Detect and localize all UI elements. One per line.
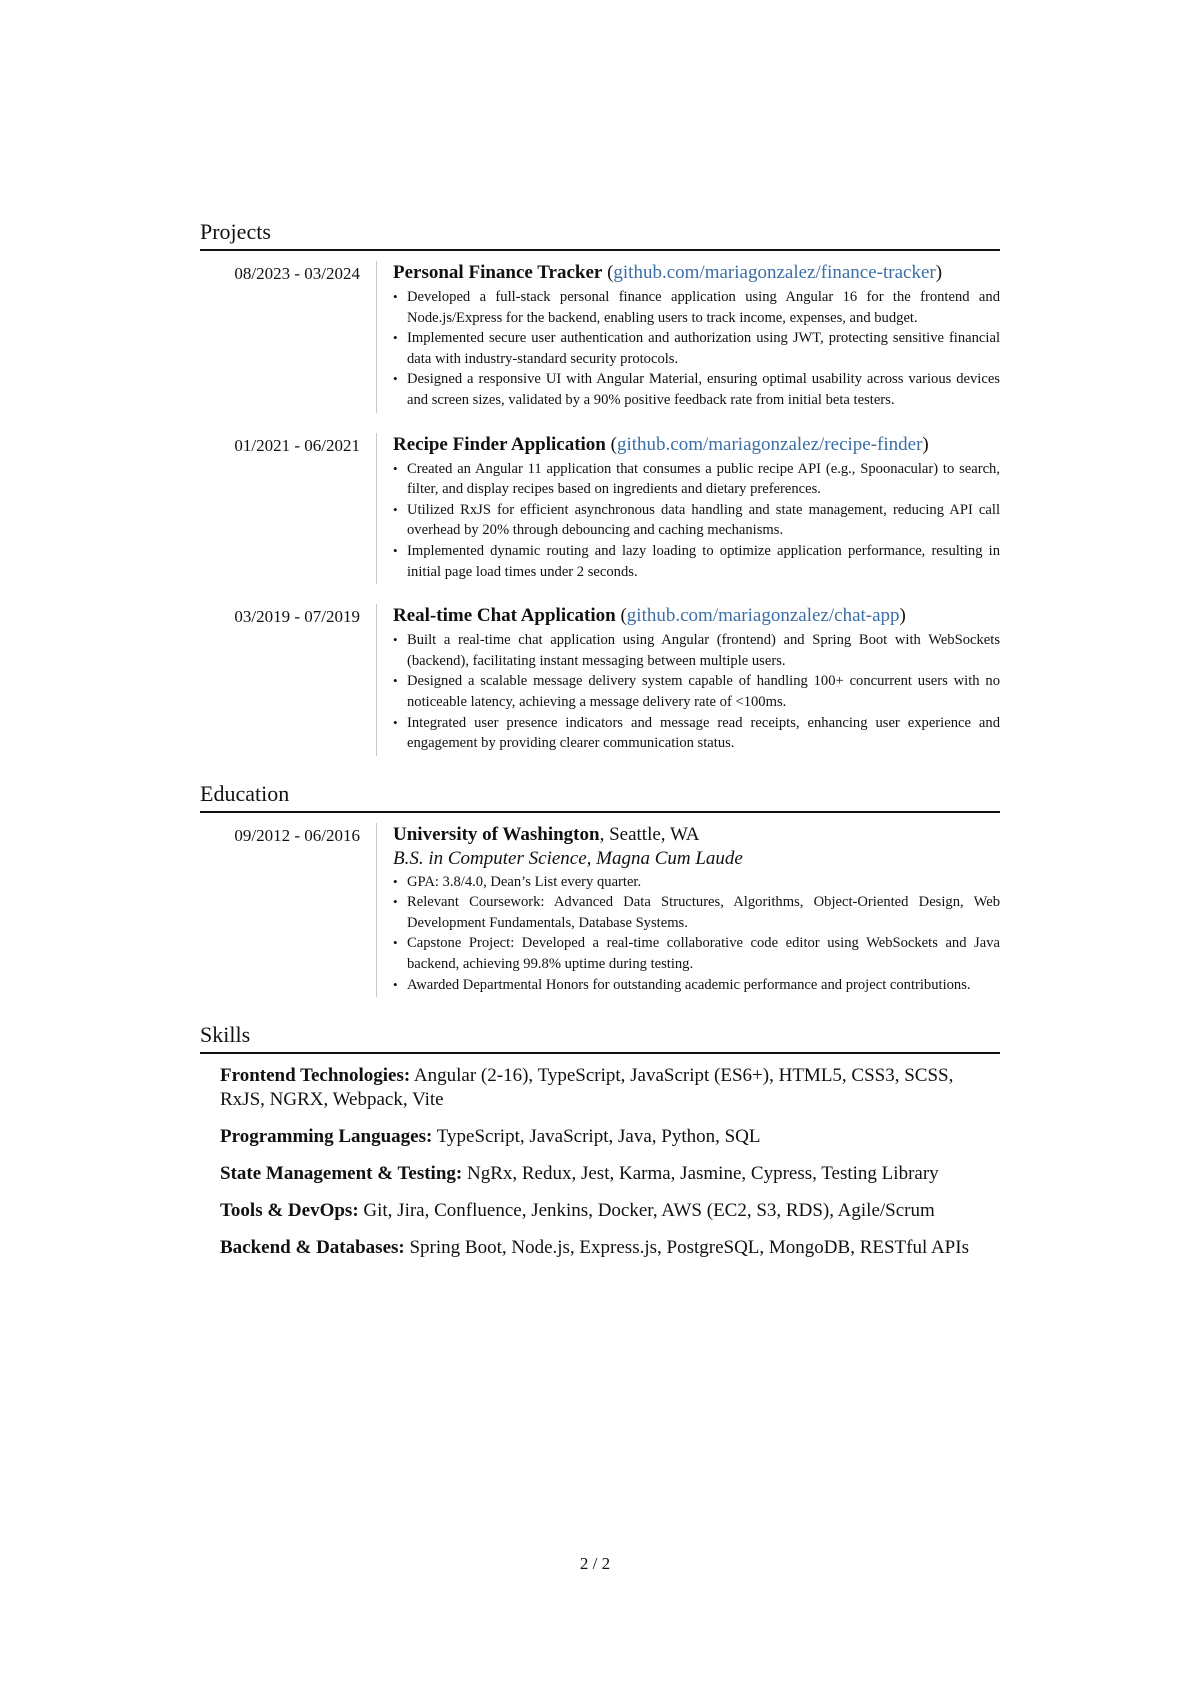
degree: B.S. in Computer Science, Magna Cum Laude <box>393 847 743 869</box>
bullet-item: • Developed a full-stack personal finance application using Angular 16 for the frontend and Node.js/Express for the backend, enabling users to track income, expenses, and budget. <box>393 287 1000 328</box>
page-number: 2 / 2 <box>579 1554 611 1573</box>
project-entry <box>200 433 1000 585</box>
project-name: Real-time Chat Application <box>393 605 616 627</box>
skills-section <box>200 1021 1000 1260</box>
project-link[interactable]: github.com/mariagonzalez/finance-tracker <box>613 262 936 283</box>
bullet-list <box>393 287 1000 411</box>
bullet-item: • Created an Angular 11 application that consumes a public recipe API (e.g., Spoonacular) to search, filter, and display recipes based on ingredients and dietary preferences. <box>393 459 1000 500</box>
skill-row <box>220 1125 1000 1149</box>
project-link[interactable]: github.com/mariagonzalez/recipe-finder <box>616 433 923 455</box>
skill-label: Backend & Databases: <box>220 1237 405 1259</box>
entry-date: 09/2012 - 06/2016 <box>234 825 360 845</box>
bullet-item: • Awarded Departmental Honors for outstanding academic performance and project contributions. <box>393 975 1000 996</box>
entry-body <box>376 433 1000 585</box>
projects-section <box>200 218 1000 756</box>
project-heading: Recipe Finder Application (github.com/mariagonzalez/recipe-finder) <box>393 433 929 455</box>
skill-value: TypeScript, JavaScript, Java, Python, SQL <box>432 1126 761 1148</box>
bullet-item: • Designed a responsive UI with Angular Material, ensuring optimal usability across various devices and screen sizes, validated by a 90% positive feedback rate from initial beta testers. <box>393 369 1000 410</box>
bullet-item: • Relevant Coursework: Advanced Data Structures, Algorithms, Object-Oriented Design, Web Development Fundamentals, Database Systems. <box>393 892 1000 933</box>
entry-body <box>376 823 1000 998</box>
school-name: University of Washington <box>393 823 600 845</box>
skill-label: Programming Languages: <box>220 1126 433 1148</box>
education-entries <box>200 813 1000 998</box>
resume-page <box>200 218 1000 1284</box>
project-entry <box>200 604 1000 756</box>
bullet-item: • Integrated user presence indicators and message read receipts, enhancing user experience and engagement by providing clearer communication status. <box>393 713 1000 754</box>
project-entry <box>200 261 1000 413</box>
skill-row <box>220 1162 1000 1186</box>
skill-row <box>220 1064 1000 1112</box>
bullet-item: • Capstone Project: Developed a real-time collaborative code editor using WebSockets and Java backend, achieving 99.8% uptime during testing. <box>393 933 1000 974</box>
skills-list <box>200 1054 1000 1260</box>
bullet-item: • Implemented secure user authentication and authorization using JWT, protecting sensitive financial data with industry-standard security protocols. <box>393 328 1000 369</box>
section-title-projects: Projects <box>200 218 1000 251</box>
project-name: Recipe Finder Application <box>393 433 606 455</box>
education-section <box>200 780 1000 998</box>
entry-body <box>376 604 1000 756</box>
entry-date: 01/2021 - 06/2021 <box>234 435 360 455</box>
skill-label: Tools & DevOps: <box>220 1200 359 1222</box>
project-link[interactable]: github.com/mariagonzalez/chat-app <box>626 605 900 627</box>
bullet-list <box>393 459 1000 583</box>
entry-date: 03/2019 - 07/2019 <box>234 607 360 627</box>
skill-row <box>220 1236 1000 1260</box>
skill-value: Angular (2-16), TypeScript, JavaScript (ES6+), HTML5, CSS3, SCSS, RxJS, NGRX, Webpack, Vite <box>220 1065 954 1111</box>
section-title-education: Education <box>200 780 1000 813</box>
skill-value: NgRx, Redux, Jest, Karma, Jasmine, Cypress, Testing Library <box>462 1163 939 1185</box>
entry-date: 08/2023 - 03/2024 <box>234 264 360 283</box>
skill-value: Spring Boot, Node.js, Express.js, PostgreSQL, MongoDB, RESTful APIs <box>404 1237 969 1259</box>
bullet-item: • Designed a scalable message delivery system capable of handling 100+ concurrent users with no noticeable latency, achieving a message delivery rate of <100ms. <box>393 671 1000 712</box>
school-heading <box>393 823 1000 847</box>
school-location: , Seattle, WA <box>599 823 700 845</box>
project-heading: Real-time Chat Application (github.com/mariagonzalez/chat-app) <box>393 605 906 627</box>
skill-row <box>220 1199 1000 1223</box>
bullet-list <box>393 872 1000 996</box>
bullet-item: • Utilized RxJS for efficient asynchronous data handling and state management, reducing API call overhead by 20% through debouncing and caching mechanisms. <box>393 500 1000 541</box>
bullet-item: • GPA: 3.8/4.0, Dean’s List every quarter. <box>393 872 1000 893</box>
entry-body <box>376 261 1000 413</box>
section-title-skills: Skills <box>200 1021 1000 1054</box>
bullet-list <box>393 630 1000 754</box>
projects-entries <box>200 251 1000 756</box>
education-entry <box>200 823 1000 998</box>
project-heading: Personal Finance Tracker (github.com/mariagonzalez/finance-tracker) <box>393 262 943 283</box>
bullet-item: • Implemented dynamic routing and lazy loading to optimize application performance, resulting in initial page load times under 2 seconds. <box>393 541 1000 582</box>
bullet-item: • Built a real-time chat application using Angular (frontend) and Spring Boot with WebSockets (backend), facilitating instant messaging between multiple users. <box>393 630 1000 671</box>
skill-value: Git, Jira, Confluence, Jenkins, Docker, AWS (EC2, S3, RDS), Agile/Scrum <box>358 1200 935 1222</box>
project-name: Personal Finance Tracker <box>393 262 603 283</box>
skill-label: Frontend Technologies: <box>220 1065 411 1087</box>
skill-label: State Management & Testing: <box>220 1163 463 1185</box>
